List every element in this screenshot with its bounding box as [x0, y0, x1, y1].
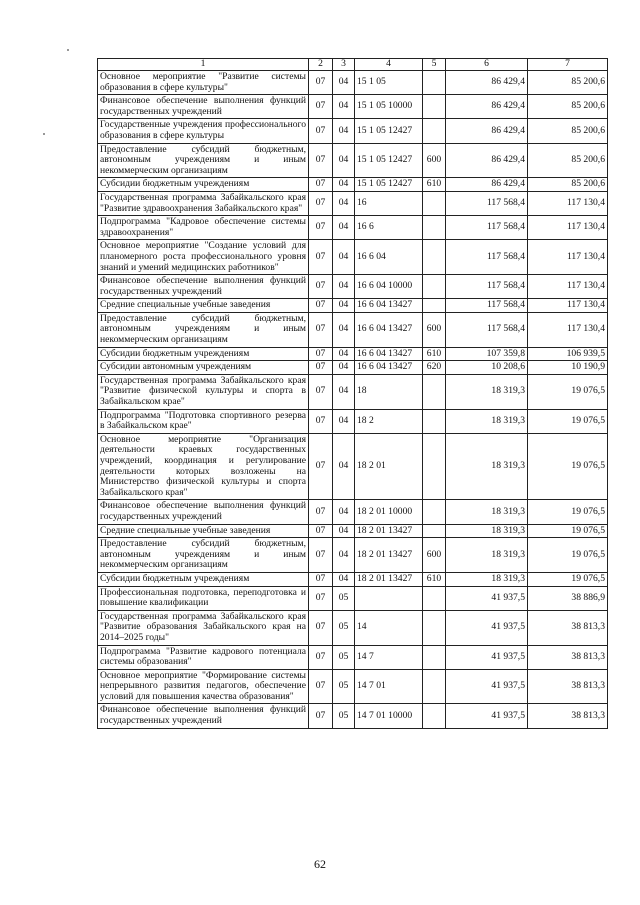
table-row — [98, 433, 608, 500]
value-2021-cell: 117 130,4 — [528, 191, 608, 215]
rz-cell: 07 — [309, 409, 333, 433]
table-row — [98, 586, 608, 610]
pr-cell: 04 — [333, 299, 355, 313]
header-col-4: 4 — [355, 59, 423, 71]
value-2021-cell: 19 076,5 — [528, 374, 608, 409]
value-2020-cell: 41 937,5 — [446, 669, 528, 704]
row-name-cell: Государственные учреждения профессионального образования в сфере культуры — [98, 119, 309, 143]
value-2021-cell: 85 200,6 — [528, 178, 608, 192]
table-row — [98, 524, 608, 538]
pr-cell: 05 — [333, 610, 355, 645]
value-2020-cell: 18 319,3 — [446, 500, 528, 524]
vr-cell — [423, 275, 446, 299]
table-row — [98, 572, 608, 586]
value-2020-cell: 18 319,3 — [446, 409, 528, 433]
value-2021-cell: 85 200,6 — [528, 143, 608, 178]
header-col-3: 3 — [333, 59, 355, 71]
rz-cell: 07 — [309, 361, 333, 375]
pr-cell: 04 — [333, 500, 355, 524]
pr-cell: 04 — [333, 191, 355, 215]
rz-cell: 07 — [309, 669, 333, 704]
row-name-cell: Основное мероприятие "Развитие системы образования в сфере культуры" — [98, 71, 309, 95]
csr-cell: 18 2 01 — [355, 433, 423, 500]
header-col-6: 6 — [446, 59, 528, 71]
table-row — [98, 178, 608, 192]
vr-cell — [423, 191, 446, 215]
table-row — [98, 143, 608, 178]
row-name-cell: Финансовое обеспечение выполнения функций государственных учреждений — [98, 704, 309, 728]
table-row — [98, 275, 608, 299]
pr-cell: 04 — [333, 524, 355, 538]
rz-cell: 07 — [309, 704, 333, 728]
rz-cell: 07 — [309, 119, 333, 143]
row-name-cell: Подпрограмма "Кадровое обеспечение системы здравоохранения" — [98, 216, 309, 240]
rz-cell: 07 — [309, 191, 333, 215]
csr-cell: 16 6 04 13427 — [355, 299, 423, 313]
value-2020-cell: 86 429,4 — [446, 178, 528, 192]
table-row — [98, 240, 608, 275]
table-header-row — [98, 59, 608, 71]
value-2021-cell: 38 813,3 — [528, 669, 608, 704]
pr-cell: 04 — [333, 275, 355, 299]
pr-cell: 04 — [333, 240, 355, 275]
csr-cell: 14 7 01 10000 — [355, 704, 423, 728]
vr-cell — [423, 409, 446, 433]
table-row — [98, 312, 608, 347]
vr-cell — [423, 704, 446, 728]
vr-cell — [423, 645, 446, 669]
vr-cell — [423, 95, 446, 119]
value-2020-cell: 117 568,4 — [446, 240, 528, 275]
value-2021-cell: 38 813,3 — [528, 610, 608, 645]
scan-speck — [67, 49, 69, 51]
table-body — [98, 71, 608, 729]
value-2020-cell: 117 568,4 — [446, 216, 528, 240]
csr-cell: 15 1 05 12427 — [355, 119, 423, 143]
value-2021-cell: 85 200,6 — [528, 71, 608, 95]
value-2021-cell: 117 130,4 — [528, 299, 608, 313]
rz-cell: 07 — [309, 524, 333, 538]
table-row — [98, 538, 608, 573]
value-2021-cell: 106 939,5 — [528, 347, 608, 361]
vr-cell: 600 — [423, 143, 446, 178]
value-2021-cell: 117 130,4 — [528, 240, 608, 275]
vr-cell: 610 — [423, 347, 446, 361]
value-2020-cell: 117 568,4 — [446, 299, 528, 313]
vr-cell — [423, 524, 446, 538]
value-2020-cell: 117 568,4 — [446, 312, 528, 347]
vr-cell: 620 — [423, 361, 446, 375]
page-number: 62 — [314, 857, 326, 871]
table-row — [98, 610, 608, 645]
row-name-cell: Основное мероприятие "Создание условий для планомерного роста профессионального уровня знаний и умений медицинских работников" — [98, 240, 309, 275]
rz-cell: 07 — [309, 572, 333, 586]
csr-cell: 15 1 05 10000 — [355, 95, 423, 119]
value-2020-cell: 41 937,5 — [446, 704, 528, 728]
value-2021-cell: 19 076,5 — [528, 538, 608, 573]
vr-cell: 600 — [423, 312, 446, 347]
value-2021-cell: 19 076,5 — [528, 409, 608, 433]
vr-cell — [423, 240, 446, 275]
rz-cell: 07 — [309, 216, 333, 240]
row-name-cell: Средние специальные учебные заведения — [98, 299, 309, 313]
vr-cell: 610 — [423, 572, 446, 586]
row-name-cell: Основное мероприятие "Формирование системы непрерывного развития педагогов, обеспечение условий для повышения качества образования" — [98, 669, 309, 704]
value-2021-cell: 85 200,6 — [528, 95, 608, 119]
value-2021-cell: 38 813,3 — [528, 645, 608, 669]
row-name-cell: Государственная программа Забайкальского края "Развитие физической культуры и спорта в Забайкальском крае" — [98, 374, 309, 409]
csr-cell: 16 6 04 13427 — [355, 347, 423, 361]
pr-cell: 05 — [333, 704, 355, 728]
csr-cell: 15 1 05 12427 — [355, 178, 423, 192]
rz-cell: 07 — [309, 586, 333, 610]
vr-cell — [423, 433, 446, 500]
pr-cell: 04 — [333, 538, 355, 573]
header-col-1: 1 — [98, 59, 309, 71]
rz-cell: 07 — [309, 312, 333, 347]
rz-cell: 07 — [309, 178, 333, 192]
value-2020-cell: 117 568,4 — [446, 191, 528, 215]
table-row — [98, 71, 608, 95]
pr-cell: 04 — [333, 178, 355, 192]
rz-cell: 07 — [309, 299, 333, 313]
value-2020-cell: 18 319,3 — [446, 433, 528, 500]
value-2021-cell: 38 886,9 — [528, 586, 608, 610]
pr-cell: 04 — [333, 361, 355, 375]
row-name-cell: Предоставление субсидий бюджетным, автономным учреждениям и иным некоммерческим организациям — [98, 312, 309, 347]
csr-cell: 16 6 04 13427 — [355, 361, 423, 375]
scan-speck — [43, 133, 45, 135]
row-name-cell: Субсидии бюджетным учреждениям — [98, 572, 309, 586]
value-2020-cell: 86 429,4 — [446, 95, 528, 119]
rz-cell: 07 — [309, 347, 333, 361]
csr-cell: 18 2 01 10000 — [355, 500, 423, 524]
csr-cell: 15 1 05 12427 — [355, 143, 423, 178]
header-col-5: 5 — [423, 59, 446, 71]
pr-cell: 04 — [333, 119, 355, 143]
table-row — [98, 669, 608, 704]
vr-cell — [423, 299, 446, 313]
pr-cell: 04 — [333, 433, 355, 500]
table-row — [98, 347, 608, 361]
table-row — [98, 704, 608, 728]
rz-cell: 07 — [309, 143, 333, 178]
row-name-cell: Финансовое обеспечение выполнения функций государственных учреждений — [98, 275, 309, 299]
value-2020-cell: 41 937,5 — [446, 610, 528, 645]
value-2020-cell: 107 359,8 — [446, 347, 528, 361]
value-2021-cell: 117 130,4 — [528, 275, 608, 299]
row-name-cell: Предоставление субсидий бюджетным, автономным учреждениям и иным некоммерческим организациям — [98, 538, 309, 573]
rz-cell: 07 — [309, 71, 333, 95]
header-col-7: 7 — [528, 59, 608, 71]
pr-cell: 04 — [333, 143, 355, 178]
csr-cell: 18 2 01 13427 — [355, 572, 423, 586]
csr-cell: 14 — [355, 610, 423, 645]
row-name-cell: Финансовое обеспечение выполнения функций государственных учреждений — [98, 95, 309, 119]
budget-table — [97, 58, 608, 729]
vr-cell — [423, 216, 446, 240]
value-2020-cell: 86 429,4 — [446, 143, 528, 178]
vr-cell — [423, 610, 446, 645]
row-name-cell: Финансовое обеспечение выполнения функций государственных учреждений — [98, 500, 309, 524]
row-name-cell: Подпрограмма "Развитие кадрового потенциала системы образования" — [98, 645, 309, 669]
vr-cell — [423, 71, 446, 95]
csr-cell: 15 1 05 — [355, 71, 423, 95]
value-2021-cell: 19 076,5 — [528, 572, 608, 586]
rz-cell: 07 — [309, 374, 333, 409]
value-2021-cell: 38 813,3 — [528, 704, 608, 728]
table-row — [98, 645, 608, 669]
csr-cell: 16 6 04 10000 — [355, 275, 423, 299]
row-name-cell: Средние специальные учебные заведения — [98, 524, 309, 538]
rz-cell: 07 — [309, 240, 333, 275]
csr-cell: 18 2 01 13427 — [355, 524, 423, 538]
rz-cell: 07 — [309, 95, 333, 119]
table-row — [98, 95, 608, 119]
row-name-cell: Предоставление субсидий бюджетным, автономным учреждениям и иным некоммерческим организациям — [98, 143, 309, 178]
table-row — [98, 119, 608, 143]
csr-cell: 18 2 — [355, 409, 423, 433]
table-row — [98, 500, 608, 524]
value-2020-cell: 18 319,3 — [446, 374, 528, 409]
csr-cell — [355, 586, 423, 610]
csr-cell: 16 6 04 — [355, 240, 423, 275]
vr-cell — [423, 586, 446, 610]
csr-cell: 16 6 04 13427 — [355, 312, 423, 347]
value-2021-cell: 19 076,5 — [528, 524, 608, 538]
pr-cell: 05 — [333, 645, 355, 669]
rz-cell: 07 — [309, 275, 333, 299]
value-2020-cell: 86 429,4 — [446, 71, 528, 95]
row-name-cell: Субсидии бюджетным учреждениям — [98, 347, 309, 361]
value-2021-cell: 117 130,4 — [528, 312, 608, 347]
vr-cell: 600 — [423, 538, 446, 573]
pr-cell: 05 — [333, 669, 355, 704]
value-2020-cell: 18 319,3 — [446, 572, 528, 586]
pr-cell: 04 — [333, 374, 355, 409]
csr-cell: 16 — [355, 191, 423, 215]
value-2020-cell: 41 937,5 — [446, 586, 528, 610]
table-row — [98, 191, 608, 215]
value-2020-cell: 117 568,4 — [446, 275, 528, 299]
row-name-cell: Субсидии бюджетным учреждениям — [98, 178, 309, 192]
pr-cell: 04 — [333, 312, 355, 347]
rz-cell: 07 — [309, 538, 333, 573]
value-2021-cell: 10 190,9 — [528, 361, 608, 375]
row-name-cell: Основное мероприятие "Организация деятельности краевых государственных учреждений, координация и регулирование деятельности которых возложены на Министерство физической культуры и спорта Забайкальского края" — [98, 433, 309, 500]
rz-cell: 07 — [309, 433, 333, 500]
row-name-cell: Подпрограмма "Подготовка спортивного резерва в Забайкальском крае" — [98, 409, 309, 433]
csr-cell: 18 2 01 13427 — [355, 538, 423, 573]
header-col-2: 2 — [309, 59, 333, 71]
rz-cell: 07 — [309, 610, 333, 645]
csr-cell: 14 7 01 — [355, 669, 423, 704]
row-name-cell: Профессиональная подготовка, переподготовка и повышение квалификации — [98, 586, 309, 610]
value-2020-cell: 18 319,3 — [446, 538, 528, 573]
value-2021-cell: 85 200,6 — [528, 119, 608, 143]
row-name-cell: Государственная программа Забайкальского края "Развитие здравоохранения Забайкальского края" — [98, 191, 309, 215]
pr-cell: 04 — [333, 216, 355, 240]
vr-cell — [423, 119, 446, 143]
table-row — [98, 374, 608, 409]
value-2020-cell: 18 319,3 — [446, 524, 528, 538]
table-row — [98, 409, 608, 433]
pr-cell: 04 — [333, 95, 355, 119]
row-name-cell: Субсидии автономным учреждениям — [98, 361, 309, 375]
rz-cell: 07 — [309, 645, 333, 669]
pr-cell: 04 — [333, 572, 355, 586]
csr-cell: 16 6 — [355, 216, 423, 240]
rz-cell: 07 — [309, 500, 333, 524]
pr-cell: 04 — [333, 347, 355, 361]
table-row — [98, 361, 608, 375]
vr-cell — [423, 669, 446, 704]
pr-cell: 04 — [333, 71, 355, 95]
value-2020-cell: 86 429,4 — [446, 119, 528, 143]
value-2021-cell: 19 076,5 — [528, 433, 608, 500]
vr-cell — [423, 374, 446, 409]
value-2020-cell: 41 937,5 — [446, 645, 528, 669]
csr-cell: 14 7 — [355, 645, 423, 669]
value-2021-cell: 19 076,5 — [528, 500, 608, 524]
value-2020-cell: 10 208,6 — [446, 361, 528, 375]
value-2021-cell: 117 130,4 — [528, 216, 608, 240]
vr-cell — [423, 500, 446, 524]
row-name-cell: Государственная программа Забайкальского края "Развитие образования Забайкальского края на 2014–2025 годы" — [98, 610, 309, 645]
csr-cell: 18 — [355, 374, 423, 409]
table-row — [98, 299, 608, 313]
vr-cell: 610 — [423, 178, 446, 192]
pr-cell: 04 — [333, 409, 355, 433]
pr-cell: 05 — [333, 586, 355, 610]
table-row — [98, 216, 608, 240]
